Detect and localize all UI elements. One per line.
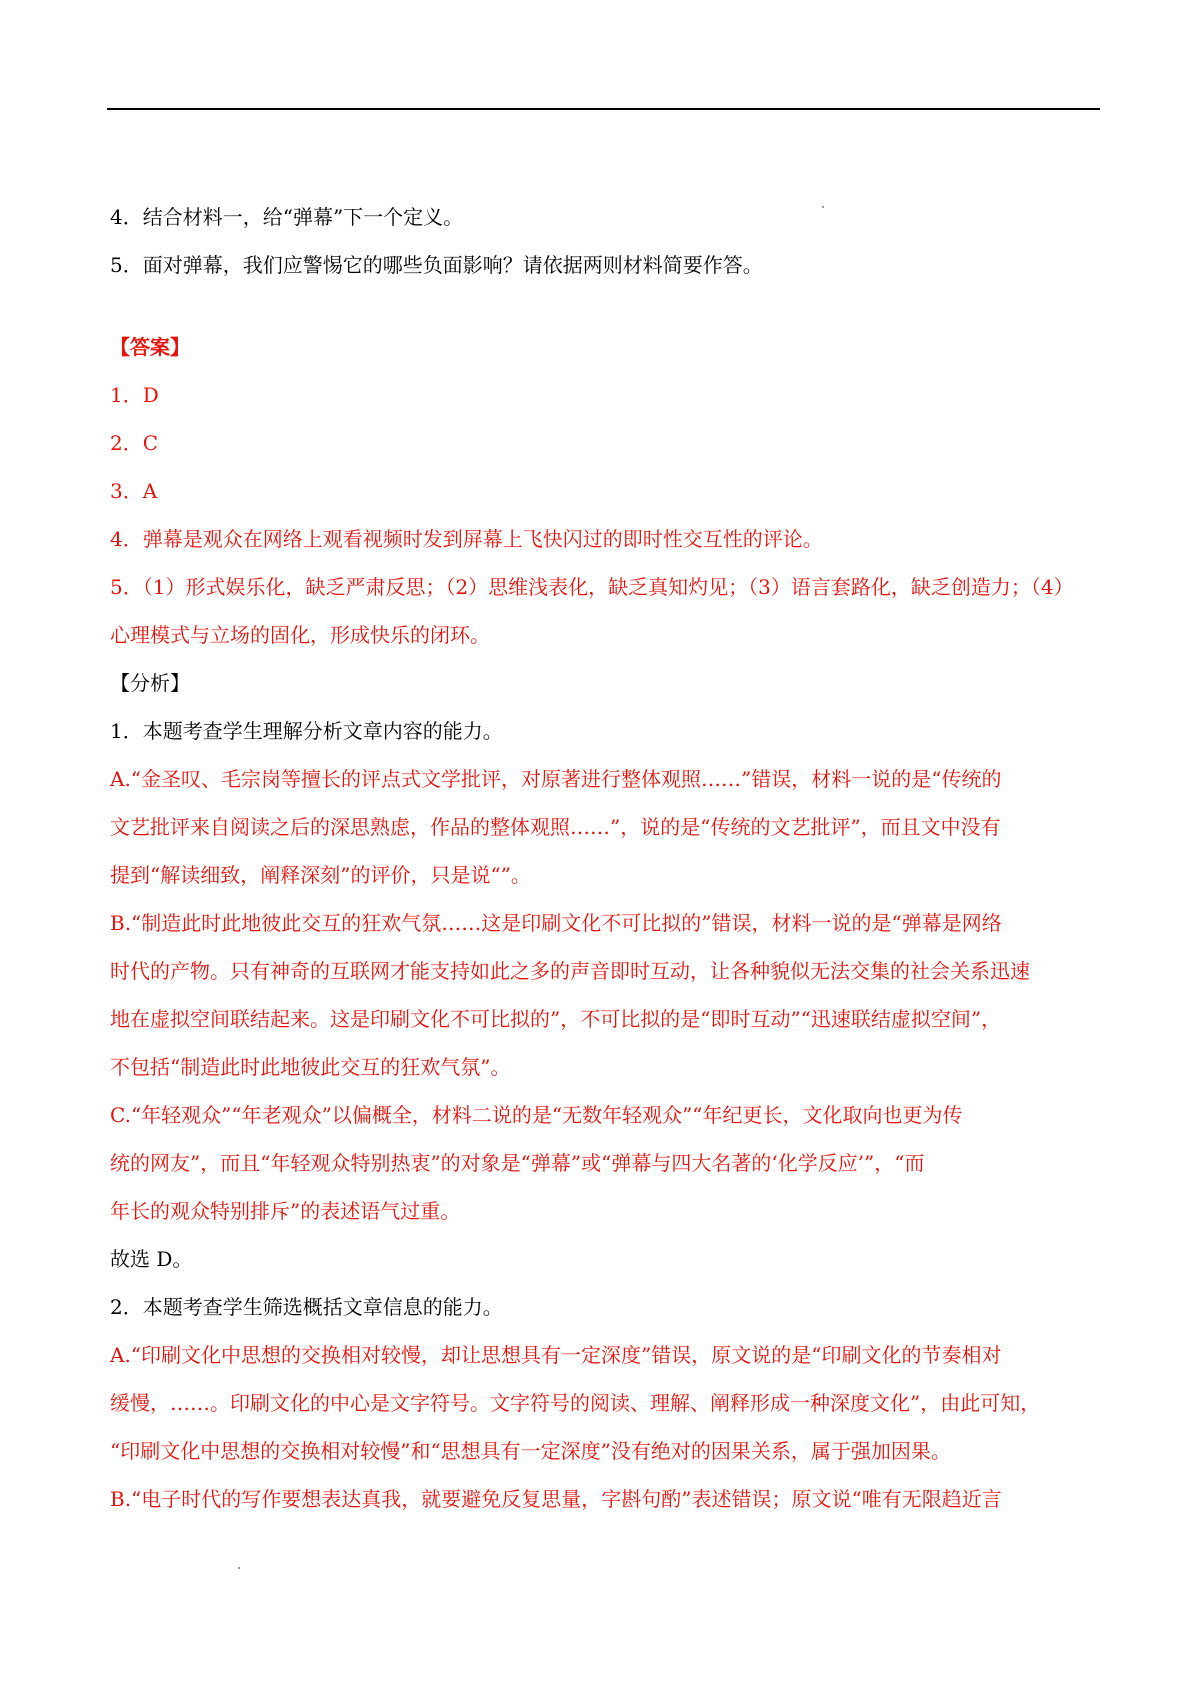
analysis-q1-option-c [110, 1098, 1095, 1228]
analysis-q2-option-b [110, 1482, 1095, 1516]
answer-heading: 【答案】 [110, 335, 190, 359]
answers-section [110, 378, 1095, 652]
analysis-q2-intro: 2．本题考查学生筛选概括文章信息的能力。 [110, 1295, 503, 1319]
paragraph-line: “印刷文化中思想的交换相对较慢”和“思想具有一定深度”没有绝对的因果关系，属于强加因果。 [110, 1439, 951, 1463]
paragraph-line: A.“印刷文化中思想的交换相对较慢，却让思想具有一定深度”错误，原文说的是“印刷文化的节奏相对 [110, 1343, 1002, 1367]
analysis-q1-conclusion: 故选 D。 [110, 1247, 193, 1271]
answer-2: 2．C [110, 431, 159, 455]
stray-dot-bottom [238, 1567, 240, 1569]
paragraph-line: B.“电子时代的写作要想表达真我，就要避免反复思量，字斟句酌”表述错误；原文说“唯有无限趋近言 [110, 1487, 1002, 1511]
answer-3: 3．A [110, 479, 158, 503]
paragraph-line: 地在虚拟空间联结起来。这是印刷文化不可比拟的”，不可比拟的是“即时互动”“迅速联结虚拟空间”， [110, 1007, 1002, 1031]
paragraph-line: C.“年轻观众”“年老观众”以偏概全，材料二说的是“无数年轻观众”“年纪更长，文化取向也更为传 [110, 1103, 963, 1127]
paragraph-line: A.“金圣叹、毛宗岗等擅长的评点式文学批评，对原著进行整体观照……”错误，材料一说的是“传统的 [110, 767, 1002, 791]
analysis-q1-option-a [110, 762, 1095, 892]
answer-1: 1．D [110, 383, 159, 407]
document-body [110, 200, 1095, 1516]
question-5: 5．面对弹幕，我们应警惕它的哪些负面影响？请依据两则材料简要作答。 [110, 253, 763, 277]
paragraph-line: 年长的观众特别排斥”的表述语气过重。 [110, 1199, 461, 1223]
analysis-q1-intro: 1．本题考查学生理解分析文章内容的能力。 [110, 719, 503, 743]
analysis-section [110, 714, 1095, 1516]
paragraph-line: 时代的产物。只有神奇的互联网才能支持如此之多的声音即时互动，让各种貌似无法交集的社会关系迅速 [110, 959, 1030, 983]
paragraph-line: 统的网友”，而且“年轻观众特别热衷”的对象是“弹幕”或“弹幕与四大名著的‘化学反应’”，“而 [110, 1151, 925, 1175]
question-4: 4．结合材料一，给“弹幕”下一个定义。 [110, 205, 464, 229]
header-rule [107, 108, 1100, 110]
answer-4: 4．弹幕是观众在网络上观看视频时发到屏幕上飞快闪过的即时性交互性的评论。 [110, 527, 823, 551]
paragraph-line: 文艺批评来自阅读之后的深思熟虑，作品的整体观照……”，说的是“传统的文艺批评”，而且文中没有 [110, 815, 1001, 839]
paragraph-line: 提到“解读细致，阐释深刻”的评价，只是说“”。 [110, 863, 531, 887]
answer-5-line-1: 5．（1）形式娱乐化，缺乏严肃反思；（2）思维浅表化，缺乏真知灼见；（3）语言套路化，缺乏创造力；（4） [110, 575, 1074, 599]
analysis-q1-option-b [110, 906, 1095, 1084]
questions-section [110, 200, 1095, 282]
answer-5-line-2: 心理模式与立场的固化，形成快乐的闭环。 [110, 623, 490, 647]
paragraph-line: 缓慢，……。印刷文化的中心是文字符号。文字符号的阅读、理解、阐释形成一种深度文化”，由此可知， [110, 1391, 1041, 1415]
paragraph-line: 不包括“制造此时此地彼此交互的狂欢气氛”。 [110, 1055, 511, 1079]
analysis-heading: 【分析】 [110, 671, 190, 695]
paragraph-line: B.“制造此时此地彼此交互的狂欢气氛……这是印刷文化不可比拟的”错误，材料一说的是“弹幕是网络 [110, 911, 1002, 935]
analysis-q2-option-a [110, 1338, 1095, 1468]
